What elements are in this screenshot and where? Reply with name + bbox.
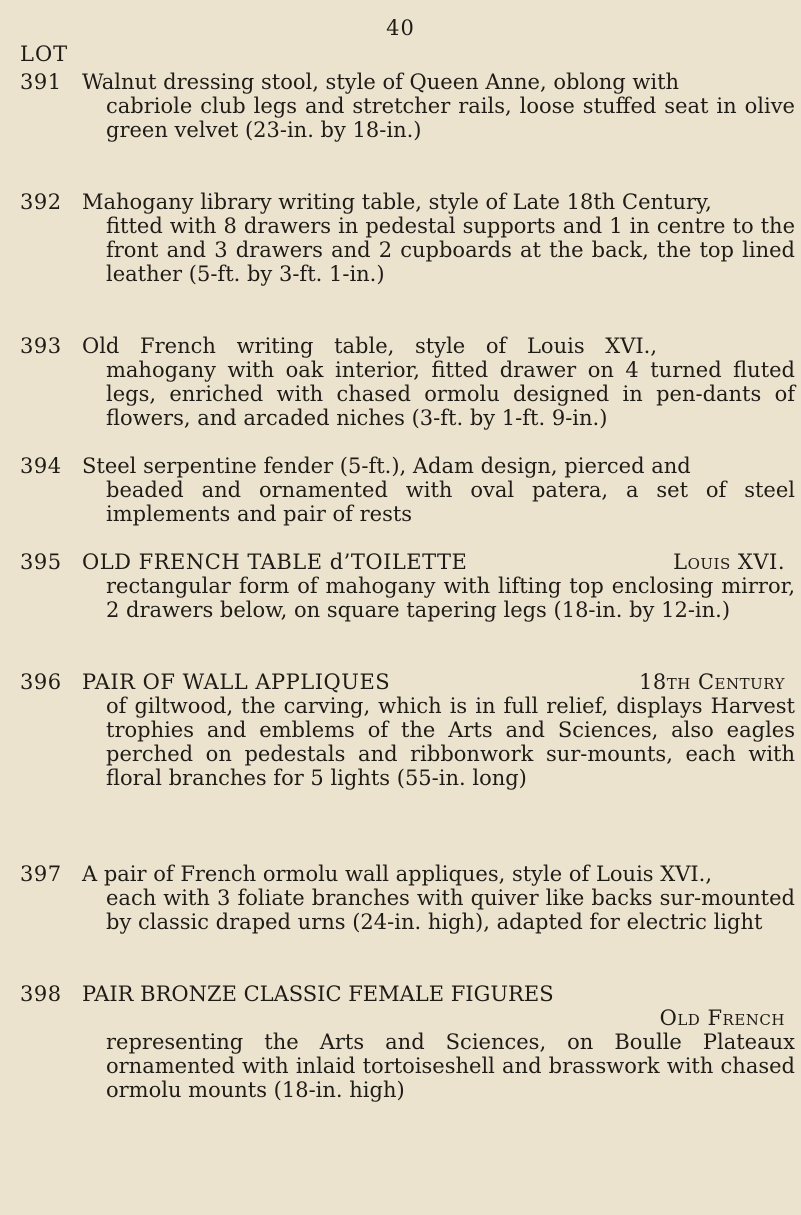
lot-title-line: [82, 670, 795, 694]
lot-description: [82, 70, 795, 142]
lot-detail: representing the Arts and Sciences, on Boulle Plateaux ornamented with inlaid tortoiseshell and brasswork with chased ormolu mounts (18-in. high): [106, 1030, 795, 1102]
lot-title-line: [82, 550, 795, 574]
lot-title-line: A pair of French ormolu wall appliques, style of Louis XVI.,: [82, 862, 712, 886]
lot-number: 394: [20, 454, 62, 478]
lot-description: [82, 334, 795, 430]
lot-detail: rectangular form of mahogany with lifting top enclosing mirror, 2 drawers below, on square tapering legs (18-in. by 12-in.): [106, 574, 795, 622]
lot-description: [82, 190, 795, 286]
lot-description: [82, 454, 795, 526]
lot-title: OLD FRENCH TABLE d’TOILETTE: [82, 550, 468, 574]
lot-number: 396: [20, 670, 62, 694]
lot-detail: each with 3 foliate branches with quiver like backs sur-mounted by classic draped urns (24-in. high), adapted for electric light: [106, 886, 795, 934]
lot-period: Louis XVI.: [673, 550, 785, 574]
page-number: 40: [386, 16, 415, 40]
lot-description: [82, 862, 795, 934]
lot-number: 398: [20, 982, 62, 1006]
lot-title-line: PAIR BRONZE CLASSIC FEMALE FIGURES: [82, 982, 554, 1006]
lot-detail: of giltwood, the carving, which is in full relief, displays Harvest trophies and emblems of the Arts and Sciences, also eagles perched on pedestals and ribbonwork sur-mounts, each with floral branches for 5 lights (55-in. long): [106, 694, 795, 790]
lot-title-line: Mahogany library writing table, style of Late 18th Century,: [82, 190, 712, 214]
lot-title-line: Old French writing table, style of Louis XVI.,: [82, 334, 658, 358]
lot-number: 393: [20, 334, 62, 358]
lot-title-line: Steel serpentine fender (5-ft.), Adam design, pierced and: [82, 454, 691, 478]
lot-detail: mahogany with oak interior, fitted drawer on 4 turned fluted legs, enriched with chased ormolu designed in pen-dants of flowers, and arcaded niches (3-ft. by 1-ft. 9-in.): [106, 358, 795, 430]
lot-period: Old French: [659, 1006, 785, 1030]
lot-detail: beaded and ornamented with oval patera, a set of steel implements and pair of rests: [106, 478, 795, 526]
lot-number: 395: [20, 550, 62, 574]
lot-detail: cabriole club legs and stretcher rails, loose stuffed seat in olive green velvet (23-in. by 18-in.): [106, 94, 795, 142]
lot-description: [82, 550, 795, 622]
lot-description: [82, 982, 795, 1102]
lot-title: PAIR OF WALL APPLIQUES: [82, 670, 391, 694]
lot-description: [82, 670, 795, 790]
lot-number: 392: [20, 190, 62, 214]
lot-detail: fitted with 8 drawers in pedestal supports and 1 in centre to the front and 3 drawers and 2 cupboards at the back, the top lined leather (5-ft. by 3-ft. 1-in.): [106, 214, 795, 286]
lot-number: 397: [20, 862, 62, 886]
lot-column-header: LOT: [20, 42, 69, 66]
lot-number: 391: [20, 70, 62, 94]
lot-title-line: Walnut dressing stool, style of Queen Anne, oblong with: [82, 70, 680, 94]
lot-period: 18th Century: [638, 670, 785, 694]
